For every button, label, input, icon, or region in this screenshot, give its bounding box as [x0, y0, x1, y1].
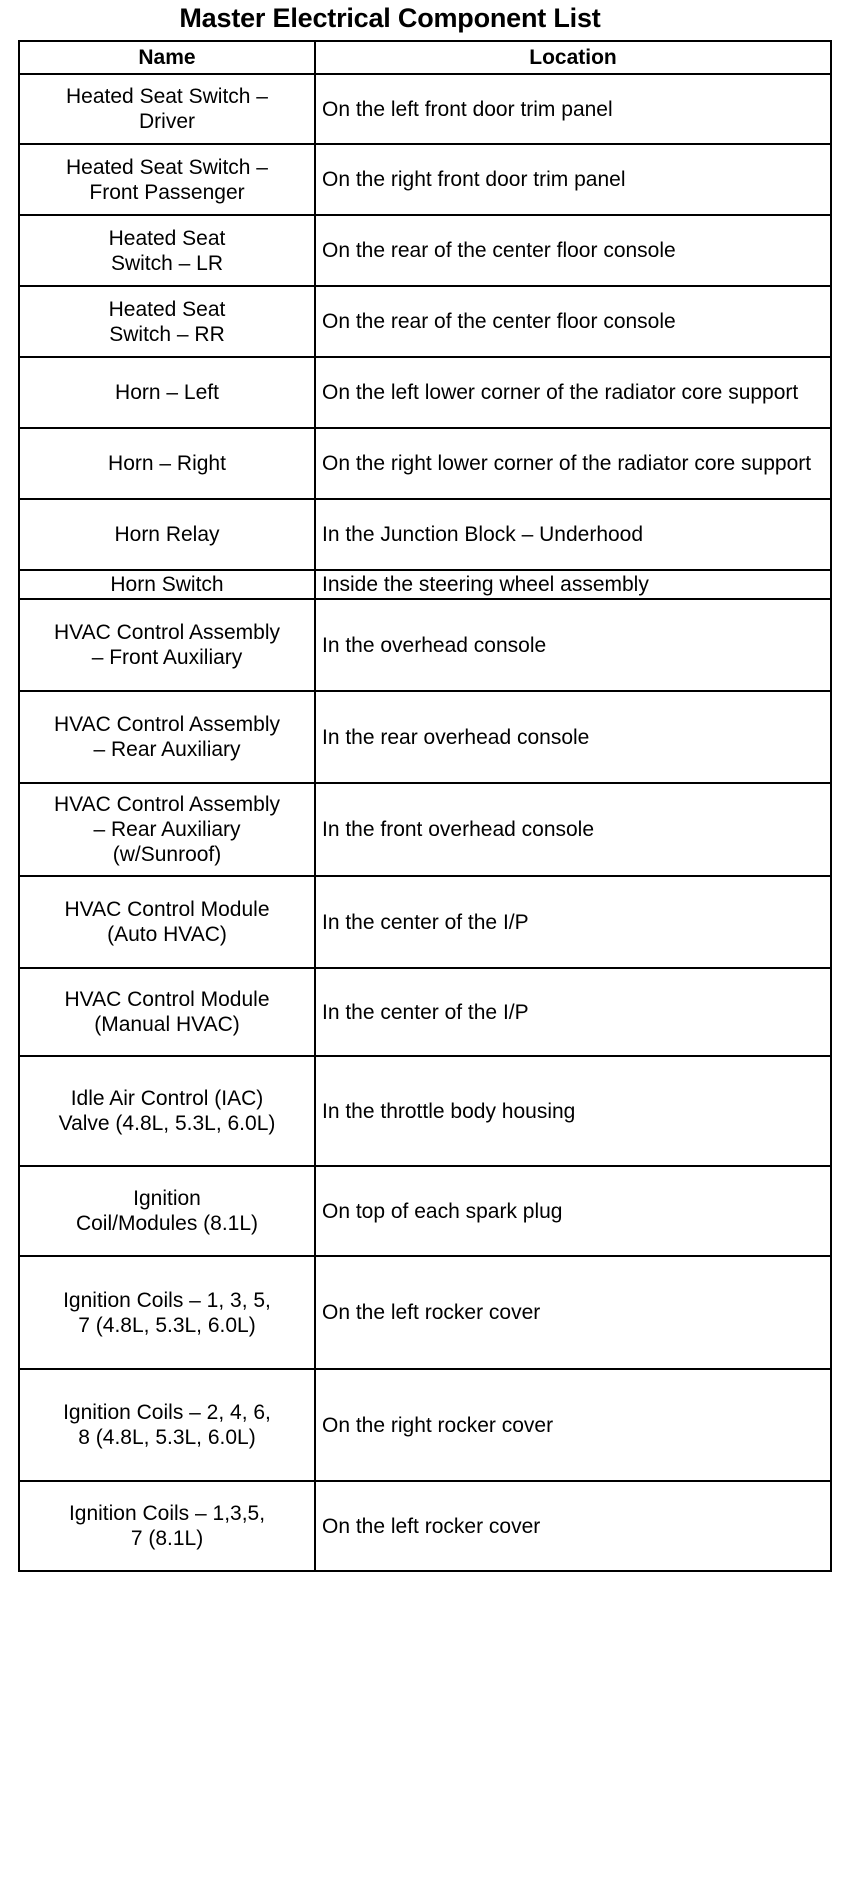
table-row: [19, 691, 831, 783]
table-row: [19, 357, 831, 428]
component-location: On the left rocker cover: [315, 1256, 831, 1369]
table-row: [19, 286, 831, 357]
table-row: [19, 1481, 831, 1571]
table-row: [19, 74, 831, 144]
component-name: Horn – Left: [19, 357, 315, 428]
component-name: Horn Relay: [19, 499, 315, 570]
component-name: HVAC Control Assembly – Rear Auxiliary: [19, 691, 315, 783]
table-row: [19, 1256, 831, 1369]
component-location: In the front overhead console: [315, 783, 831, 876]
component-name: HVAC Control Assembly – Front Auxiliary: [19, 599, 315, 691]
table-row: [19, 499, 831, 570]
component-location: In the center of the I/P: [315, 876, 831, 968]
component-name: HVAC Control Module (Manual HVAC): [19, 968, 315, 1056]
component-name: HVAC Control Module (Auto HVAC): [19, 876, 315, 968]
component-name: Idle Air Control (IAC) Valve (4.8L, 5.3L, 6.0L): [19, 1056, 315, 1166]
table-row: [19, 1056, 831, 1166]
table-row: [19, 144, 831, 215]
component-location: On the right rocker cover: [315, 1369, 831, 1481]
column-header-location: Location: [315, 41, 831, 74]
component-location: In the throttle body housing: [315, 1056, 831, 1166]
header-row: [19, 41, 831, 74]
component-location: On top of each spark plug: [315, 1166, 831, 1256]
table-row: [19, 968, 831, 1056]
component-location: In the Junction Block – Underhood: [315, 499, 831, 570]
component-location: On the rear of the center floor console: [315, 286, 831, 357]
component-table: [18, 40, 832, 1572]
component-location: On the left lower corner of the radiator core support: [315, 357, 831, 428]
table-row: [19, 215, 831, 286]
component-location: On the left front door trim panel: [315, 74, 831, 144]
page-title: Master Electrical Component List: [179, 3, 601, 33]
table-row: [19, 570, 831, 599]
component-location: In the overhead console: [315, 599, 831, 691]
component-name: Horn Switch: [19, 570, 315, 599]
component-location: On the right front door trim panel: [315, 144, 831, 215]
component-name: Ignition Coil/Modules (8.1L): [19, 1166, 315, 1256]
table-row: [19, 783, 831, 876]
component-name: Heated Seat Switch – RR: [19, 286, 315, 357]
component-location: On the left rocker cover: [315, 1481, 831, 1571]
component-name: Heated Seat Switch – Driver: [19, 74, 315, 144]
table-row: [19, 599, 831, 691]
component-location: On the rear of the center floor console: [315, 215, 831, 286]
component-name: Horn – Right: [19, 428, 315, 499]
component-location: In the rear overhead console: [315, 691, 831, 783]
table-row: [19, 1166, 831, 1256]
component-name: Ignition Coils – 1,3,5, 7 (8.1L): [19, 1481, 315, 1571]
component-location: Inside the steering wheel assembly: [315, 570, 831, 599]
table-row: [19, 876, 831, 968]
table-row: [19, 428, 831, 499]
component-location: On the right lower corner of the radiator core support: [315, 428, 831, 499]
table-row: [19, 1369, 831, 1481]
component-name: Ignition Coils – 2, 4, 6, 8 (4.8L, 5.3L, 6.0L): [19, 1369, 315, 1481]
component-location: In the center of the I/P: [315, 968, 831, 1056]
component-name: Heated Seat Switch – LR: [19, 215, 315, 286]
component-name: HVAC Control Assembly – Rear Auxiliary (w/Sunroof): [19, 783, 315, 876]
column-header-name: Name: [19, 41, 315, 74]
component-name: Ignition Coils – 1, 3, 5, 7 (4.8L, 5.3L, 6.0L): [19, 1256, 315, 1369]
component-name: Heated Seat Switch – Front Passenger: [19, 144, 315, 215]
